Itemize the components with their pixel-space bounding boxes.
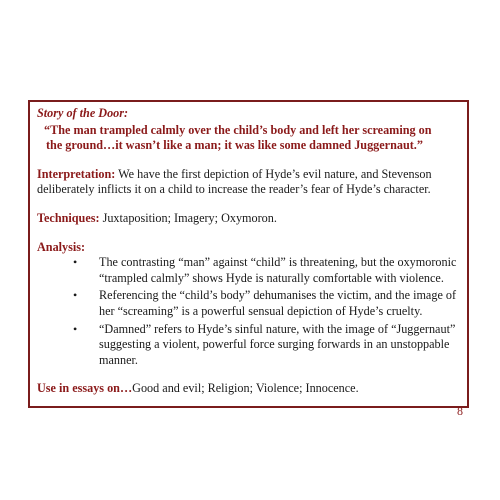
section-title: Story of the Door:: [37, 106, 129, 120]
analysis-label: Analysis:: [37, 239, 86, 254]
bullet-icon: •: [73, 321, 78, 336]
quote-line-2: the ground…it wasn’t like a man; it was like some damned Juggernaut.”: [46, 138, 423, 153]
analysis-item: [37, 255, 461, 286]
analysis-item-text: Referencing the “child’s body” dehumanises the victim, and the image of her “screaming” is a powerful sensual depiction of Hyde’s cruelty.: [99, 288, 457, 318]
bullet-icon: •: [73, 288, 78, 303]
analysis-item-text: The contrasting “man” against “child” is threatening, but the oxymoronic “trampled calmly” shows Hyde is naturally comfortable with violence.: [99, 255, 457, 285]
revision-card: [28, 100, 469, 408]
quote-line-1: “The man trampled calmly over the child’s body and left her screaming on: [44, 122, 432, 137]
page-number: 8: [457, 404, 463, 418]
analysis-list: [37, 255, 461, 368]
interpretation-block: [37, 167, 461, 198]
techniques-block: [37, 211, 461, 227]
analysis-item-text: “Damned” refers to Hyde’s sinful nature, with the image of “Juggernaut” suggesting a violent, powerful force surging forwards in an unstoppable manner.: [99, 321, 456, 367]
interpretation-label: Interpretation:: [37, 166, 116, 181]
analysis-item: [37, 322, 461, 369]
techniques-label: Techniques:: [37, 210, 100, 225]
bullet-icon: •: [73, 255, 78, 270]
use-in-essays-label: Use in essays on…: [37, 381, 133, 396]
use-in-essays-block: [37, 381, 461, 397]
key-quote: [37, 123, 461, 154]
use-in-essays-text: Good and evil; Religion; Violence; Innocence.: [132, 381, 359, 396]
interpretation-text: We have the first depiction of Hyde’s evil nature, and Stevenson deliberately inflicts it on a child to increase the reader’s fear of Hyde’s character.: [37, 166, 432, 197]
techniques-text: Juxtaposition; Imagery; Oxymoron.: [99, 210, 277, 225]
analysis-block: [37, 240, 461, 369]
analysis-item: [37, 288, 461, 319]
